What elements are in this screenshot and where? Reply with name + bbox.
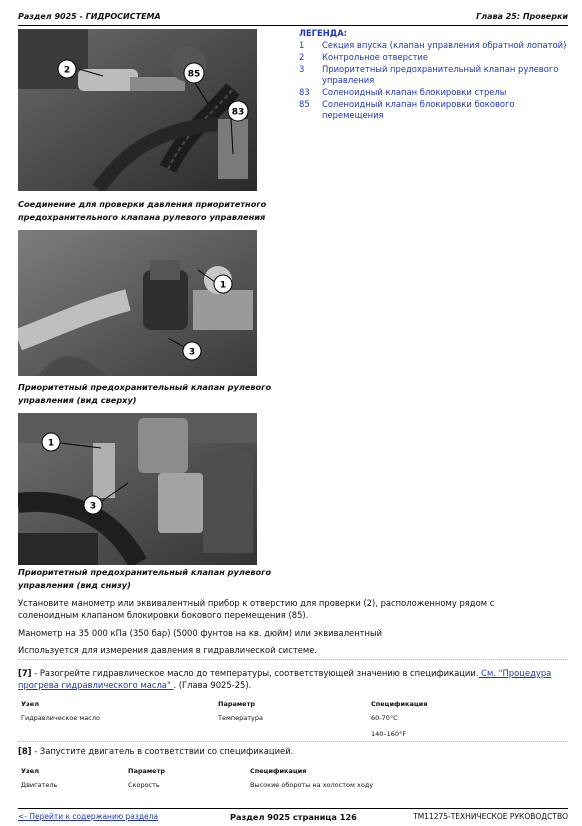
col-header-parameter: Параметр <box>218 700 256 708</box>
legend-item-text: Контрольное отверстие <box>322 52 429 62</box>
legend-item-number: 85 <box>299 99 310 109</box>
legend <box>299 28 569 122</box>
page-number: Раздел 9025 страница 126 <box>230 812 357 822</box>
step-7 <box>18 667 573 691</box>
svg-text:1: 1 <box>219 280 227 291</box>
usage-paragraph: Используется для измерения давления в гидравлической системе. <box>18 645 318 655</box>
col-header-parameter: Параметр <box>128 767 166 775</box>
cell-spec: Высокие обороты на холостом ходу <box>250 781 374 789</box>
instruction-paragraph: Установите манометр или эквивалентный прибор к отверстию для проверки (2), расположенному рядом с соленоидным клапаном блокировки бокового перемещения (85). <box>18 598 495 620</box>
legend-item <box>299 52 569 63</box>
step-text: - Запустите двигатель в соответствии со спецификацией. <box>31 746 294 756</box>
legend-item <box>299 99 569 121</box>
svg-text:85: 85 <box>187 69 201 80</box>
back-to-contents-link[interactable]: <- Перейти к содержанию раздела <box>18 812 159 821</box>
header-chapter: Глава 25: Проверки <box>476 12 568 21</box>
cell-parameter: Скорость <box>128 781 160 789</box>
page-header <box>18 12 568 26</box>
step-8 <box>18 745 573 757</box>
cell-parameter: Температура <box>218 714 263 722</box>
callout-3 <box>183 342 201 360</box>
divider <box>18 659 568 660</box>
callout-3 <box>84 496 102 514</box>
spec-table-engine <box>18 767 568 793</box>
cell-spec-imperial: 140–160°F <box>371 730 407 738</box>
header-section: Раздел 9025 - ГИДРОСИСТЕМА <box>18 12 161 21</box>
col-header-unit: Узел <box>21 700 39 708</box>
cell-unit: Двигатель <box>21 781 58 789</box>
svg-text:1: 1 <box>47 438 55 449</box>
svg-text:2: 2 <box>63 65 71 76</box>
manual-title: TM11275-ТЕХНИЧЕСКОЕ РУКОВОДСТВО <box>413 812 568 821</box>
caption-photo-2: Приоритетный предохранительный клапан рулевого управления (вид сверху) <box>18 382 272 405</box>
svg-text:3: 3 <box>188 347 196 358</box>
legend-item-text: Приоритетный предохранительный клапан рулевого управления <box>322 64 559 85</box>
callout-1 <box>42 433 60 451</box>
cell-spec: 60-70°C <box>371 714 398 722</box>
step-text: - Разогрейте гидравлическое масло до температуры, соответствующей значению в спецификации. <box>31 668 479 678</box>
svg-text:83: 83 <box>231 107 245 118</box>
callout-1 <box>214 275 232 293</box>
step-number: [7] <box>18 668 32 678</box>
legend-item-text: Секция впуска (клапан управления обратной лопатой) <box>322 40 567 50</box>
legend-item-number: 1 <box>299 40 305 50</box>
callout-2 <box>58 60 76 78</box>
legend-item-number: 3 <box>299 64 305 74</box>
legend-item <box>299 64 569 86</box>
legend-item <box>299 40 569 51</box>
legend-item-number: 83 <box>299 87 310 97</box>
svg-text:3: 3 <box>89 501 97 512</box>
spec-table-oil <box>18 700 568 740</box>
photo-pressure-test-connection <box>18 29 257 191</box>
footer-divider <box>18 808 568 809</box>
legend-item-text: Соленоидный клапан блокировки бокового перемещения <box>322 99 515 120</box>
callout-83 <box>228 101 248 121</box>
step-suffix: . (Глава 9025-25). <box>173 680 252 690</box>
legend-item-text: Соленоидный клапан блокировки стрелы <box>322 87 507 97</box>
cell-unit: Гидравлическое масло <box>21 714 100 722</box>
col-header-unit: Узел <box>21 767 39 775</box>
header-divider <box>18 25 568 26</box>
tool-paragraph: Манометр на 35 000 кПа (350 бар) (5000 фунтов на кв. дюйм) или эквивалентный <box>18 628 383 638</box>
warmup-procedure-link[interactable]: См. "Процедура прогрева гидравлического масла" <box>18 668 552 690</box>
caption-photo-1: Соединение для проверки давления приоритетного предохранительного клапана рулевого управления <box>18 199 267 222</box>
col-header-spec: Спецификация <box>371 700 428 708</box>
photo-relief-valve-bottom <box>18 413 257 565</box>
col-header-spec: Спецификация <box>250 767 307 775</box>
divider <box>18 741 568 742</box>
legend-title: ЛЕГЕНДА: <box>299 28 348 38</box>
caption-photo-3: Приоритетный предохранительный клапан рулевого управления (вид снизу) <box>18 567 272 590</box>
photo-relief-valve-top <box>18 230 257 376</box>
legend-item-number: 2 <box>299 52 305 62</box>
callout-85 <box>184 63 204 83</box>
step-number: [8] <box>18 746 32 756</box>
legend-item <box>299 87 569 98</box>
